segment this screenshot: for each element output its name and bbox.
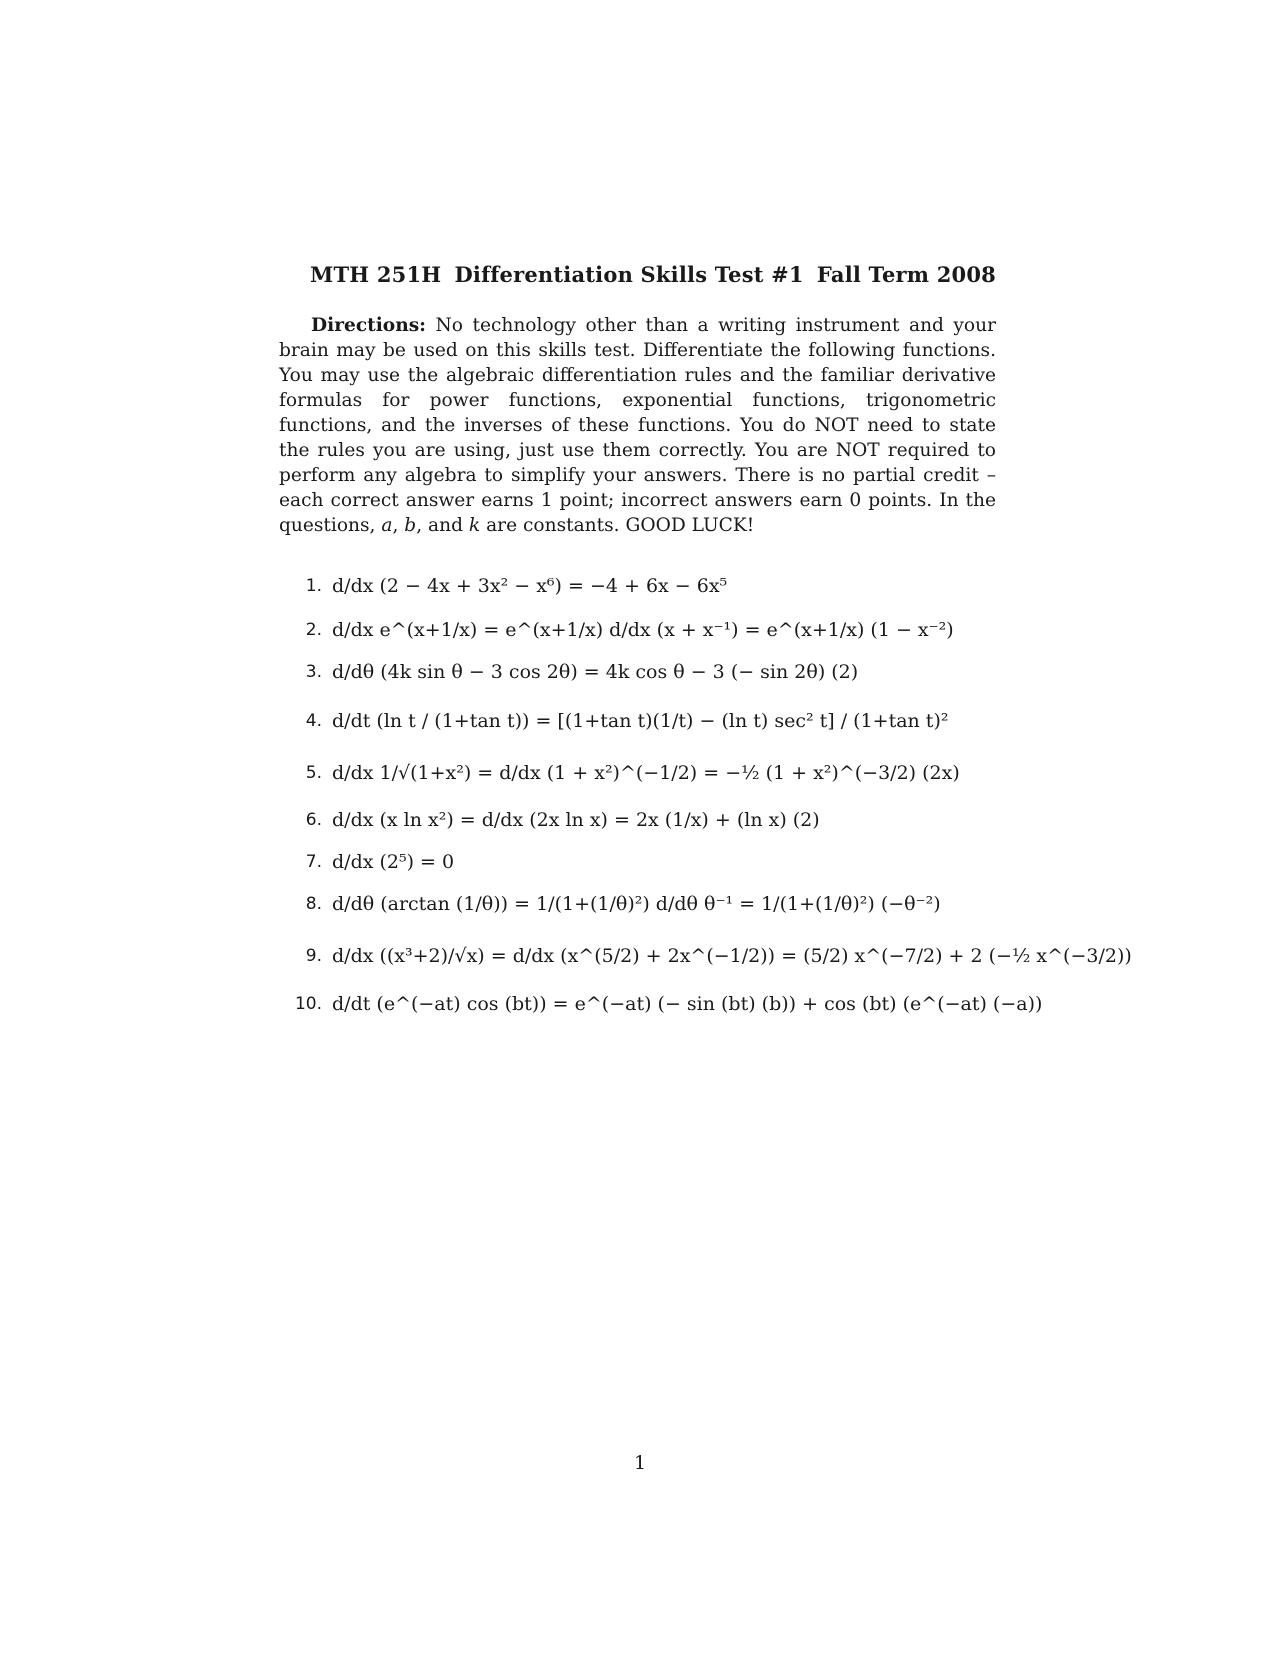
- problem-item-2: [290, 619, 954, 641]
- problem-number: 6.: [305, 810, 322, 830]
- problem-number: 8.: [305, 894, 322, 914]
- problem-number: 10.: [294, 994, 322, 1014]
- problem-number: 4.: [305, 711, 322, 731]
- problem-item-6: [290, 809, 820, 831]
- problem-number: 1.: [305, 576, 322, 596]
- problem-number: 3.: [305, 662, 322, 682]
- problem-expression: d/dt (e^(−at) cos (bt)) = e^(−at) (− sin (bt) (b)) + cos (bt) (e^(−at) (−a)): [332, 993, 1043, 1015]
- problem-item-7: [290, 851, 454, 873]
- problem-expression: d/dx e^(x+1/x) = e^(x+1/x) d/dx (x + x⁻¹) = e^(x+1/x) (1 − x⁻²): [332, 619, 954, 641]
- term-label: Fall Term 2008: [816, 262, 996, 287]
- problem-expression: d/dt (ln t / (1+tan t)) = [(1+tan t)(1/t) − (ln t) sec² t] / (1+tan t)²: [332, 710, 949, 732]
- problem-expression: d/dx (2 − 4x + 3x² − x⁶) = −4 + 6x − 6x⁵: [332, 575, 728, 597]
- constant-b: b: [404, 515, 417, 536]
- problem-expression: d/dx (2⁵) = 0: [332, 851, 455, 873]
- problem-expression: d/dx (x ln x²) = d/dx (2x ln x) = 2x (1/x) + (ln x) (2): [332, 809, 820, 831]
- page-number: 1: [633, 1452, 647, 1474]
- problem-expression: d/dθ (4k sin θ − 3 cos 2θ) = 4k cos θ − 3 (− sin 2θ) (2): [332, 661, 859, 683]
- directions-lead: Directions:: [311, 315, 427, 336]
- directions-paragraph: [279, 313, 996, 538]
- directions-body-1: No technology other than a writing instrument and your brain may be used on this skills test. Differentiate the following functions. You may use the algebraic differentiation rules and the familiar derivative formulas for power functions, exponential functions, trigonometric functions, and the inverses of these functions. You do NOT need to state the rules you are using, just use them correctly. You are NOT required to perform any algebra to simplify your answers. There is no partial credit – each correct answer earns 1 point; incorrect answers earn 0 points. In the questions,: [279, 315, 996, 536]
- problem-item-3: [290, 661, 858, 683]
- constant-a: a: [381, 515, 393, 536]
- constant-k: k: [468, 515, 481, 536]
- directions-sep-1: ,: [392, 515, 405, 536]
- problem-item-8: [290, 893, 941, 915]
- directions-body-2: are constants. GOOD LUCK!: [480, 515, 755, 536]
- problem-item-1: [290, 575, 727, 597]
- problem-item-5: [290, 762, 960, 784]
- problem-expression: d/dx ((x³+2)/√x) = d/dx (x^(5/2) + 2x^(−1/2)) = (5/2) x^(−7/2) + 2 (−½ x^(−3/2)): [332, 945, 1132, 967]
- problem-number: 9.: [305, 946, 322, 966]
- problem-number: 2.: [305, 620, 322, 640]
- problem-item-4: [290, 710, 948, 732]
- problem-expression: d/dθ (arctan (1/θ)) = 1/(1+(1/θ)²) d/dθ θ⁻¹ = 1/(1+(1/θ)²) (−θ⁻²): [332, 893, 941, 915]
- problem-item-9: [290, 945, 1132, 967]
- page-header: [310, 262, 996, 287]
- course-code: MTH 251H: [310, 262, 442, 287]
- problem-item-10: [290, 993, 1042, 1015]
- problem-number: 7.: [305, 852, 322, 872]
- test-title: Differentiation Skills Test #1: [454, 262, 804, 287]
- problem-expression: d/dx 1/√(1+x²) = d/dx (1 + x²)^(−1/2) = −½ (1 + x²)^(−3/2) (2x): [332, 762, 960, 784]
- problem-number: 5.: [305, 763, 322, 783]
- directions-sep-2: , and: [416, 515, 469, 536]
